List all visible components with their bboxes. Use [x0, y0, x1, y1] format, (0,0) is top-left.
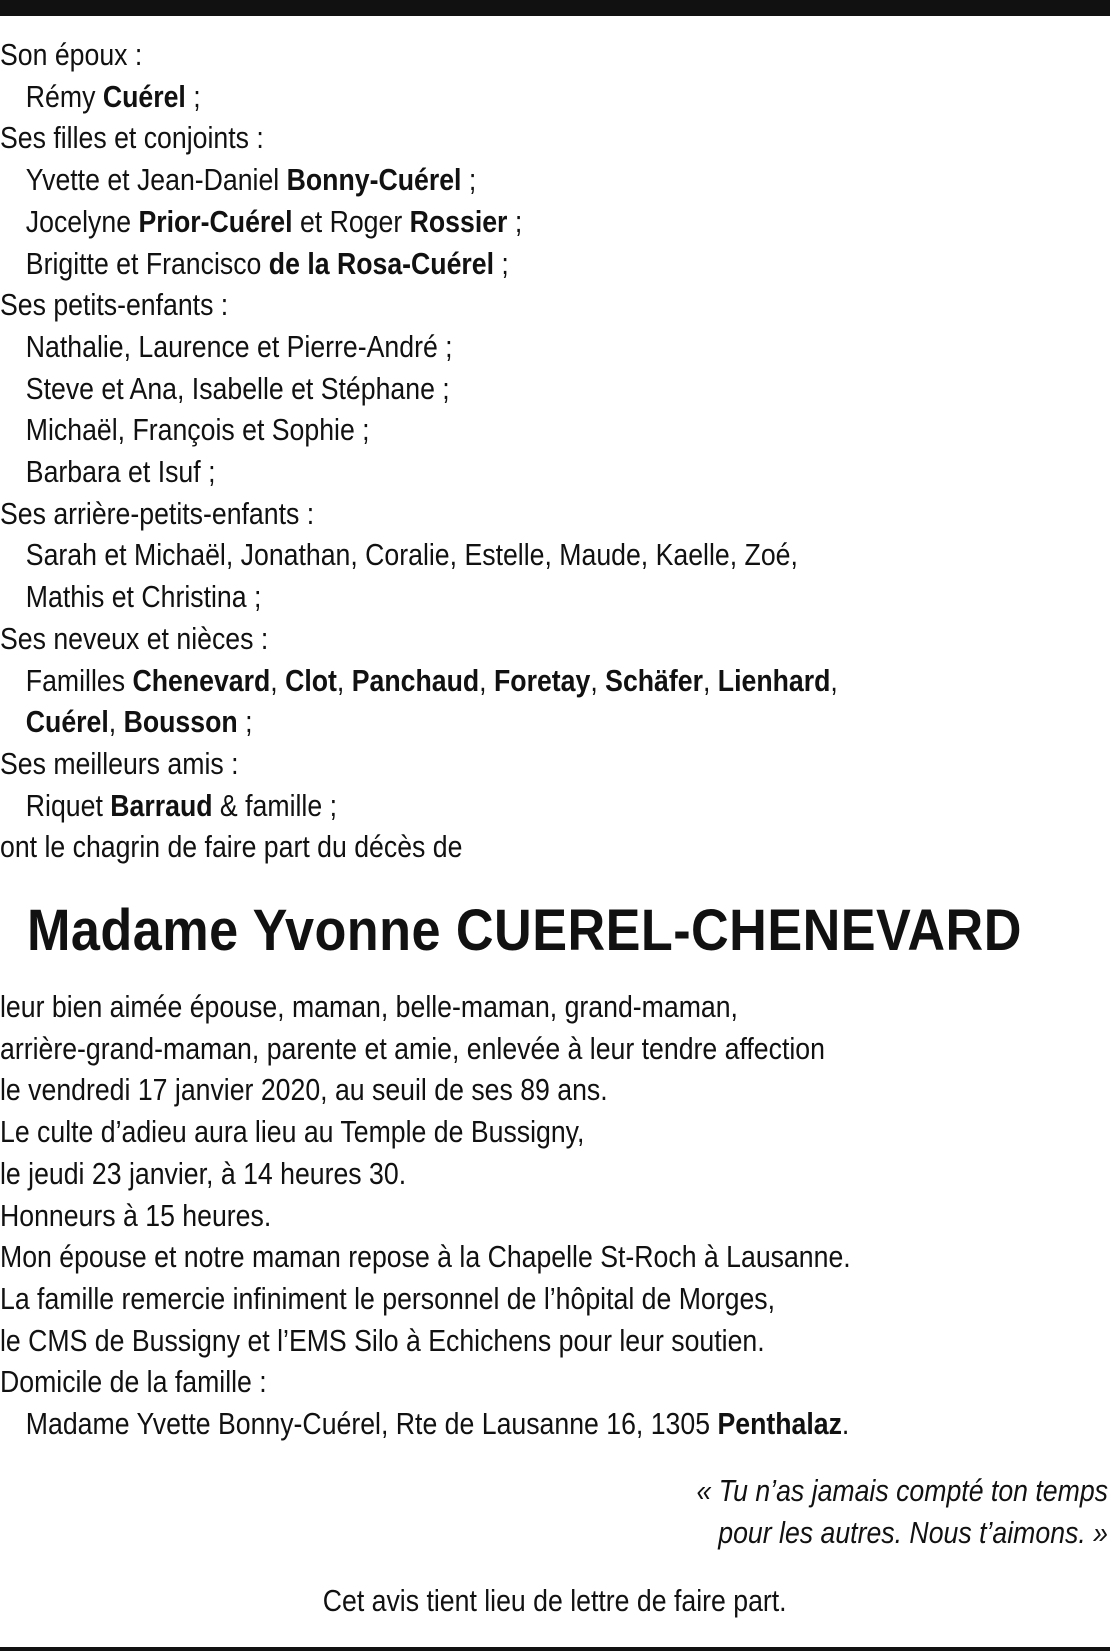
family-address: Madame Yvette Bonny-Cuérel, Rte de Lausanne 16, 1305 Penthalaz. — [25, 1406, 850, 1442]
grandchildren-line: Michaël, François et Sophie ; — [25, 412, 370, 448]
quote-line: « Tu n’as jamais compté ton temps — [696, 1473, 1108, 1508]
grandchildren-line: Steve et Ana, Isabelle et Stéphane ; — [25, 370, 450, 406]
body-line: Le culte d’adieu aura lieu au Temple de Bussigny, — [0, 1114, 585, 1150]
top-border-rule — [0, 0, 1110, 16]
body-line: Mon épouse et notre maman repose à la Chapelle St-Roch à Lausanne. — [0, 1239, 851, 1275]
body-line: leur bien aimée épouse, maman, belle-maman, grand-maman, — [0, 989, 738, 1025]
bottom-border-rule — [0, 1647, 1110, 1651]
closing-note: Cet avis tient lieu de lettre de faire part. — [323, 1583, 787, 1618]
body-line: le jeudi 23 janvier, à 14 heures 30. — [0, 1155, 407, 1191]
nephews-heading: Ses neveux et nièces : — [0, 620, 269, 656]
body-line: Domicile de la famille : — [0, 1364, 267, 1400]
body-line: Honneurs à 15 heures. — [0, 1197, 272, 1233]
body-line: le CMS de Bussigny et l’EMS Silo à Echichens pour leur soutien. — [0, 1322, 765, 1358]
great-grandchildren-line: Mathis et Christina ; — [25, 579, 262, 615]
body-line: La famille remercie infiniment le personnel de l’hôpital de Morges, — [0, 1280, 776, 1316]
body-line: le vendredi 17 janvier 2020, au seuil de ses 89 ans. — [0, 1072, 608, 1108]
daughter-line: Jocelyne Prior-Cuérel et Roger Rossier ; — [25, 203, 523, 239]
obituary-notice — [0, 34, 1104, 1445]
body-line: arrière-grand-maman, parente et amie, enlevée à leur tendre affection — [0, 1030, 825, 1066]
spouse-surname: Cuérel — [102, 78, 186, 114]
spouse-heading: Son époux : — [0, 37, 143, 72]
great-grandchildren-line: Sarah et Michaël, Jonathan, Coralie, Estelle, Maude, Kaelle, Zoé, — [25, 537, 798, 573]
memorial-quote — [0, 1470, 1108, 1553]
announcement-line: ont le chagrin de faire part du décès de — [0, 829, 463, 865]
families-line: Familles Chenevard, Clot, Panchaud, Foretay, Schäfer, Lienhard, — [25, 662, 838, 698]
friends-heading: Ses meilleurs amis : — [0, 745, 239, 781]
grandchildren-line: Nathalie, Laurence et Pierre-André ; — [25, 328, 453, 364]
notice-body — [0, 986, 1104, 1445]
great-grandchildren-heading: Ses arrière-petits-enfants : — [0, 495, 315, 531]
daughters-heading: Ses filles et conjoints : — [0, 120, 264, 156]
daughter-line: Brigitte et Francisco de la Rosa-Cuérel ; — [25, 245, 509, 281]
quote-line: pour les autres. Nous t’aimons. » — [718, 1514, 1108, 1550]
grandchildren-heading: Ses petits-enfants : — [0, 287, 229, 323]
daughter-line: Yvette et Jean-Daniel Bonny-Cuérel ; — [25, 162, 477, 198]
friends-line: Riquet Barraud & famille ; — [25, 787, 337, 823]
families-line: Cuérel, Bousson ; — [25, 704, 253, 740]
deceased-name: Madame Yvonne CUEREL-CHENEVARD — [27, 898, 1022, 964]
spouse-line: Rémy Cuérel ; — [25, 78, 201, 114]
grandchildren-line: Barbara et Isuf ; — [25, 454, 216, 490]
